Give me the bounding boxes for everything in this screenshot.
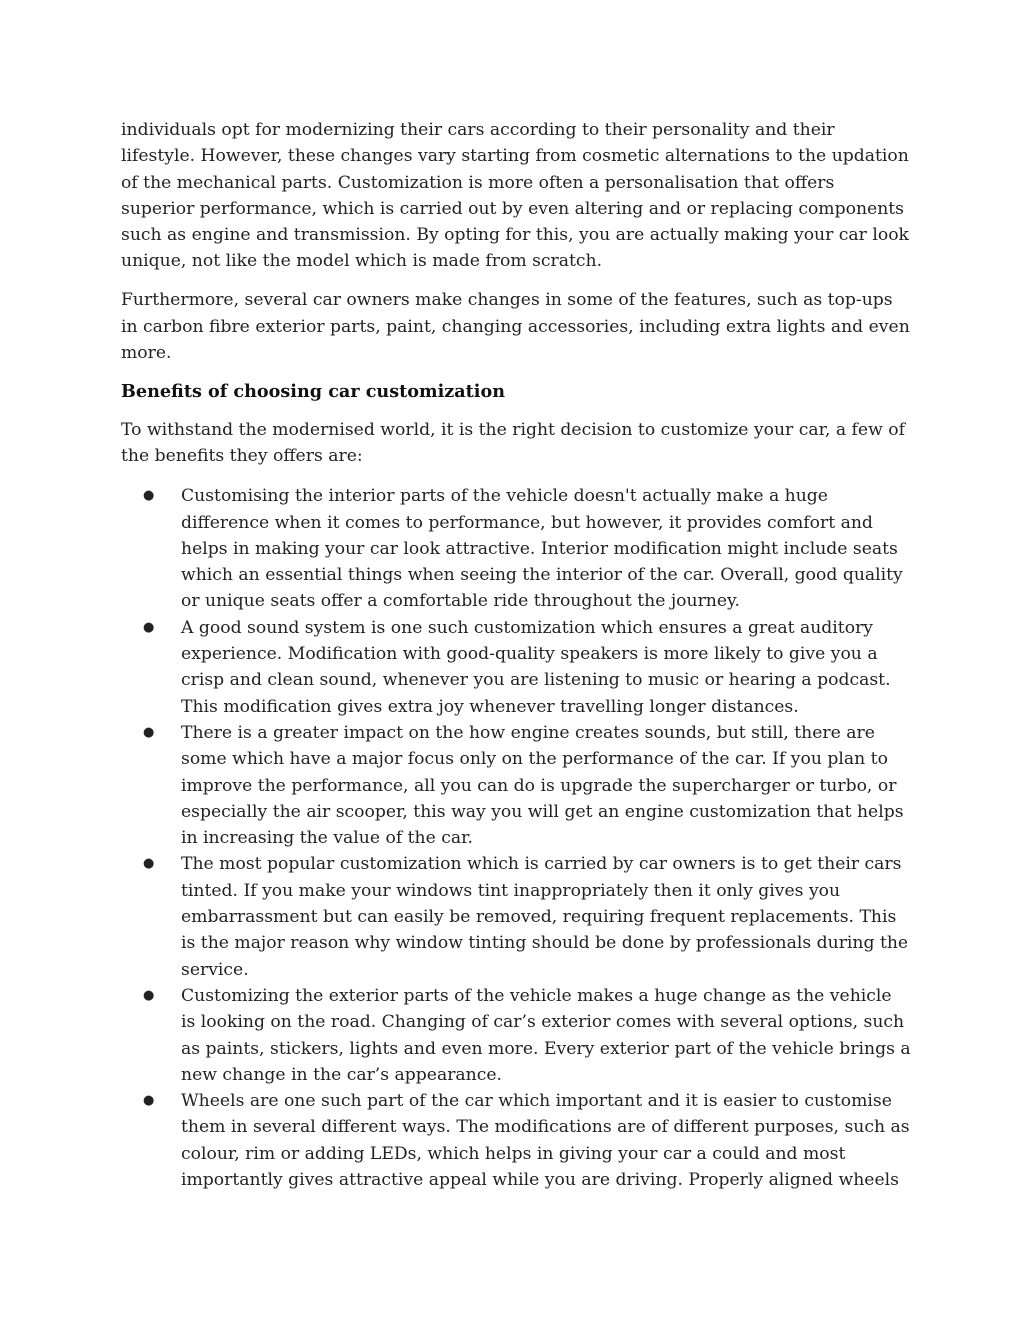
bullet-marker: ● [143,724,155,740]
list-item-text: The most popular customization which is carried by car owners is to get their cars tinted. If you make your windows tint inappropriately then it only gives you embarrassment but can easily be removed, requiring frequent replacements. This is the major reason why window tinting should be done by professionals during the service. [181,854,909,980]
section-intro: To withstand the modernised world, it is the right decision to customize your car, a few of the benefits they offers are: [121,419,905,466]
list-item-text: Customising the interior parts of the vehicle doesn't actually make a huge difference when it comes to performance, but however, it provides comfort and helps in making your car look attractive. Interior modification might include seats which an essential things when seeing the interior of the car. Overall, good quality or unique seats offer a comfortable ride throughout the journey. [181,486,903,612]
list-item-text: Wheels are one such part of the car which important and it is easier to customise them in several different ways. The modifications are of different purposes, such as colour, rim or adding LEDs, which helps in giving your car a could and most importantly gives attractive appeal while you are driving. Properly aligned wheels [181,1091,910,1190]
list-item [121,983,911,1088]
list-item [121,851,911,982]
benefits-list [121,483,911,1193]
bullet-marker: ● [143,1093,155,1109]
paragraph-intro-continuation: individuals opt for modernizing their cars according to their personality and their lifestyle. However, these changes vary starting from cosmetic alternations to the updation of the mechanical parts. Customization is more often a personalisation that offers superior performance, which is carried out by even altering and or replacing components such as engine and transmission. By opting for this, you are actually making your car look unique, not like the model which is made from scratch. [121,120,909,272]
list-item [121,483,911,614]
paragraph-furthermore: Furthermore, several car owners make changes in some of the features, such as top-ups in carbon fibre exterior parts, paint, changing accessories, including extra lights and even more. [121,290,910,363]
list-item-text: There is a greater impact on the how engine creates sounds, but still, there are some which have a major focus only on the performance of the car. If you plan to improve the performance, all you can do is upgrade the supercharger or turbo, or especially the air scooper, this way you will get an engine customization that helps in increasing the value of the car. [181,722,904,849]
bullet-marker: ● [143,619,155,635]
bullet-marker: ● [143,856,155,872]
section-heading: Benefits of choosing car customization [121,380,506,402]
document-page [121,117,911,1193]
list-item-text: A good sound system is one such customization which ensures a great auditory experience. Modification with good-quality speakers is more likely to give you a crisp and clean sound, whenever you are listening to music or hearing a podcast. This modification gives extra joy whenever travelling longer distances. [181,617,891,717]
bullet-marker: ● [143,488,155,504]
bullet-marker: ● [143,987,155,1003]
list-item [121,615,911,720]
list-item [121,720,911,851]
list-item [121,1088,911,1193]
list-item-text: Customizing the exterior parts of the vehicle makes a huge change as the vehicle is looking on the road. Changing of car’s exterior comes with several options, such as paints, stickers, lights and even more. Every exterior part of the vehicle brings a new change in the car’s appearance. [181,985,911,1085]
